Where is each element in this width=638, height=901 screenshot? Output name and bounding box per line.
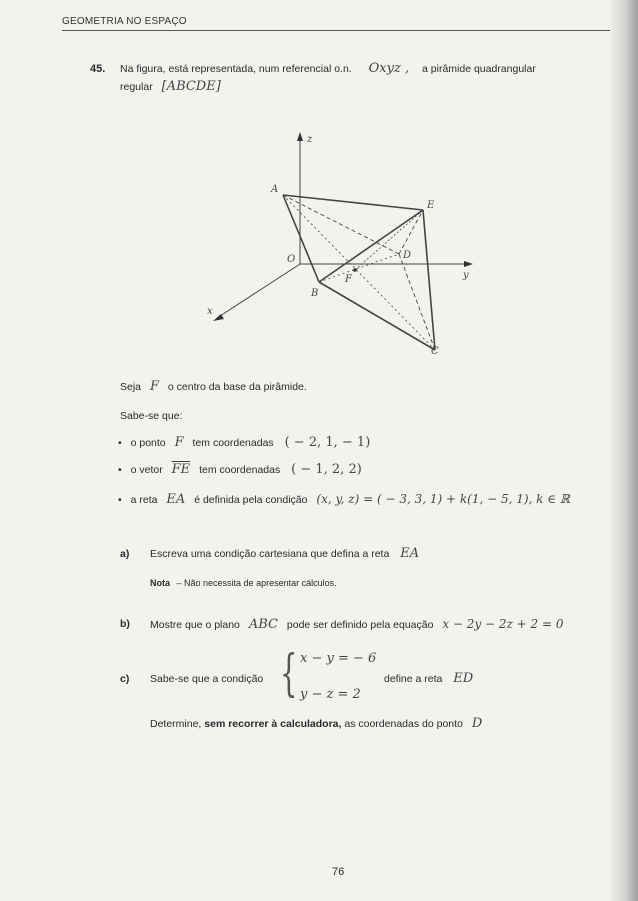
intro-text: Na figura, está representada, num referencial o.n. xyxy=(120,63,352,75)
label-B: B xyxy=(311,288,319,299)
label-A: A xyxy=(271,184,279,195)
det-text: Determine, xyxy=(150,718,202,730)
point-F xyxy=(353,268,357,272)
edge-EC xyxy=(423,210,435,350)
b1-math: F xyxy=(174,435,184,450)
note-text: – Não necessita de apresentar cálculos. xyxy=(176,578,337,588)
seja-math: F xyxy=(149,379,159,394)
question-number: 45. xyxy=(90,63,106,75)
page-number: 76 xyxy=(332,866,345,878)
a-text: Escreva uma condição cartesiana que defina a reta xyxy=(150,548,390,560)
label-F: F xyxy=(345,274,352,285)
c-text2: define a reta xyxy=(384,673,443,685)
label-y: y xyxy=(463,270,469,281)
part-b-text xyxy=(150,617,600,632)
intro-math: Oxyz , xyxy=(368,61,410,76)
b-math: ABC xyxy=(248,617,278,632)
b3-math: EA xyxy=(166,492,186,507)
bullet-point-F xyxy=(118,436,370,450)
intro-text2: a pirâmide quadrangular xyxy=(422,63,536,75)
label-D: D xyxy=(403,250,412,261)
question-intro-line1 xyxy=(120,62,610,76)
det-math: D xyxy=(471,716,483,731)
part-c-text2 xyxy=(384,672,473,686)
x-axis xyxy=(217,264,300,318)
edge-AB xyxy=(283,195,319,282)
label-x: x xyxy=(207,306,213,317)
vector-FE xyxy=(355,210,423,270)
edge-DC xyxy=(399,254,435,350)
b3-text2: é definida pela condição xyxy=(194,494,308,506)
det-bold: sem recorrer à calculadora, xyxy=(204,718,342,730)
b-text: Mostre que o plano xyxy=(150,619,240,631)
pyramid-name: [ABCDE] xyxy=(161,79,221,94)
system-eq1: x − y = − 6 xyxy=(300,651,377,666)
part-b-label: b) xyxy=(120,618,130,630)
part-c-determine xyxy=(150,717,482,731)
edge-BC xyxy=(319,282,435,350)
question-intro-line2 xyxy=(120,80,221,94)
label-z: z xyxy=(307,134,313,145)
statement-seja xyxy=(120,380,307,394)
b1-text2: tem coordenadas xyxy=(192,437,274,449)
b2-text: o vetor xyxy=(130,464,163,476)
c-math: ED xyxy=(453,671,474,686)
det-text2: as coordenadas do ponto xyxy=(344,718,463,730)
intro-line2-text: regular xyxy=(120,81,153,93)
label-E: E xyxy=(427,200,435,211)
pyramid-figure xyxy=(195,128,495,368)
label-C: C xyxy=(431,346,439,357)
bullet-line-EA xyxy=(118,492,598,507)
a-math: EA xyxy=(400,546,420,561)
part-a-label: a) xyxy=(120,548,130,560)
b-equation: x − 2y − 2z + 2 = 0 xyxy=(442,617,564,631)
b2-coords: ( − 1, 2, 2) xyxy=(291,462,362,477)
note-label: Nota xyxy=(150,578,170,588)
b3-text: a reta xyxy=(130,494,158,506)
b1-coords: ( − 2, 1, − 1) xyxy=(284,435,371,450)
b2-text2: tem coordenadas xyxy=(199,464,281,476)
header-rule xyxy=(62,30,610,31)
edge-DE xyxy=(399,210,423,254)
part-c-text: Sabe-se que a condição xyxy=(150,673,264,685)
part-a-note xyxy=(150,576,337,590)
system-brace: { xyxy=(280,644,298,702)
system-eq2: y − z = 2 xyxy=(300,687,361,702)
part-a-text xyxy=(150,547,419,561)
page-edge-shadow xyxy=(608,0,638,901)
seja-rest: o centro da base da pirâmide. xyxy=(167,381,307,393)
b1-text: o ponto xyxy=(130,437,166,449)
y-axis-arrow xyxy=(464,261,473,267)
part-c-label: c) xyxy=(120,673,130,685)
b2-math: $\overline{FE}$ xyxy=(171,462,191,477)
bullet-vector-FE xyxy=(118,463,362,477)
label-O: O xyxy=(287,254,296,265)
z-axis-arrow xyxy=(297,132,303,141)
b3-condition: (x, y, z) = ( − 3, 3, 1) + k(1, − 5, 1), k ∈ ℝ xyxy=(316,492,570,506)
section-header: GEOMETRIA NO ESPAÇO xyxy=(62,16,187,27)
statement-sabe: Sabe-se que: xyxy=(120,410,183,422)
seja-text: Seja xyxy=(120,381,142,393)
diagonal-BD xyxy=(319,254,399,282)
edge-AE xyxy=(283,195,423,210)
b-text2: pode ser definido pela equação xyxy=(286,619,434,631)
